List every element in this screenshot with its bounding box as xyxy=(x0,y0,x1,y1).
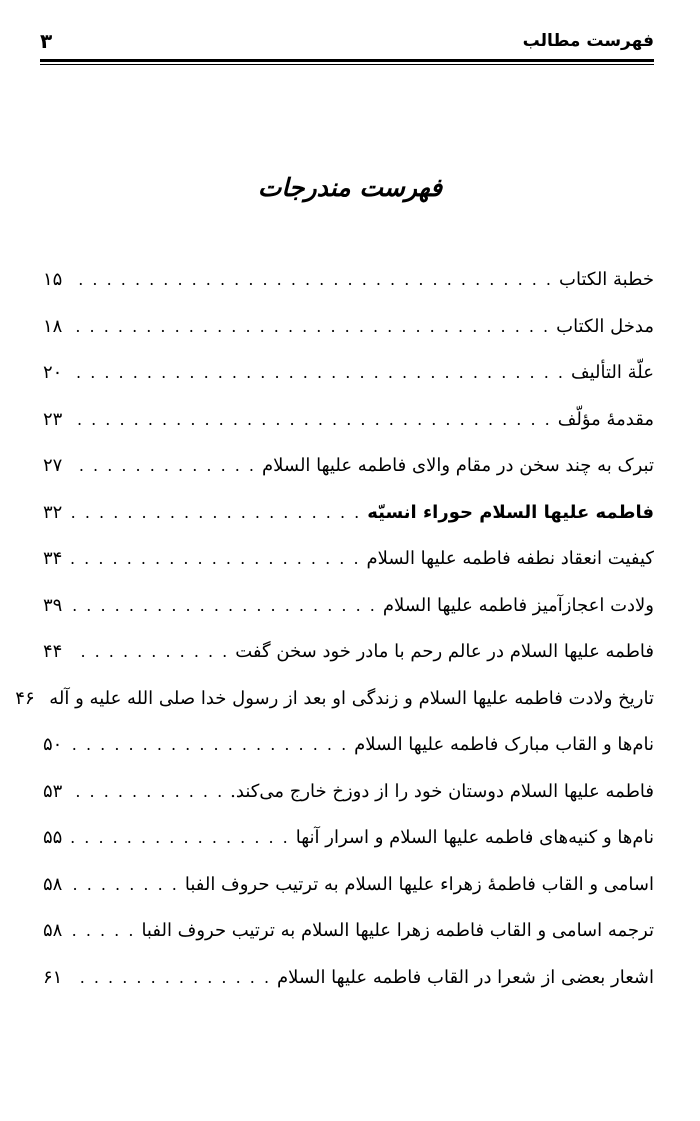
toc-leader-dots xyxy=(71,583,377,630)
toc-entry-page: ۶۱ xyxy=(43,966,63,988)
toc-entry-title: علّة التألیف xyxy=(570,362,654,383)
toc-entry-title: نام‌ها و القاب مبارک فاطمه علیها السلام xyxy=(354,734,654,755)
toc-leader-dots xyxy=(71,350,565,397)
toc-entry-title: ولادت اعجازآمیز فاطمه علیها السلام xyxy=(382,594,654,616)
toc-entry xyxy=(43,443,654,490)
toc-entry-page: ۵۳ xyxy=(43,780,63,802)
toc-title: فهرست مندرجات xyxy=(257,173,443,202)
toc-entry xyxy=(43,583,654,630)
toc-leader-dots xyxy=(71,769,224,816)
toc-leader-dots xyxy=(71,257,553,304)
toc-entry xyxy=(43,257,654,304)
toc-entry-page: ۵۵ xyxy=(43,827,63,848)
header-rule-thin xyxy=(40,64,654,65)
toc-leader-dots xyxy=(71,397,552,444)
toc-leader-dots xyxy=(71,908,135,955)
toc-leader-dots xyxy=(71,490,361,537)
toc-entry-title: خطبة الکتاب xyxy=(559,269,654,290)
header-rule-thick xyxy=(40,59,654,62)
toc-leader-dots xyxy=(71,629,229,676)
toc-entry-title: فاطمه علیها السلام حوراء انسیّه xyxy=(367,501,654,523)
toc-entry-title: مدخل الکتاب xyxy=(556,315,654,337)
toc-entry-page: ۳۲ xyxy=(43,501,63,523)
toc-entry-page: ۲۰ xyxy=(43,362,63,383)
toc-leader-dots xyxy=(71,722,348,769)
toc-entry-page: ۵۰ xyxy=(43,734,63,755)
toc-entry-page: ۱۵ xyxy=(43,269,63,290)
toc-list xyxy=(15,257,654,1001)
toc-entry-title: مقدمهٔ مؤلّف xyxy=(557,408,654,430)
toc-entry xyxy=(43,769,654,816)
toc-entry xyxy=(43,908,654,955)
toc-entry xyxy=(43,722,654,769)
toc-entry-title: اشعار بعضی از شعرا در القاب فاطمه علیها السلام xyxy=(277,966,654,988)
toc-entry-page: ۳۴ xyxy=(43,548,63,569)
toc-entry xyxy=(43,862,654,909)
running-header-page-number: ۳ xyxy=(40,29,53,53)
toc-entry-page: ۲۳ xyxy=(43,408,63,430)
toc-entry-page: ۳۹ xyxy=(43,594,63,616)
page-header xyxy=(40,28,654,54)
running-header-title: فهرست مطالب xyxy=(522,31,654,51)
toc-entry xyxy=(43,955,654,1002)
toc-entry-title: نام‌ها و کنیه‌های فاطمه علیها السلام و اسرار آنها xyxy=(295,827,654,848)
toc-entry xyxy=(43,536,654,583)
toc-entry-page: ۵۸ xyxy=(43,873,63,895)
toc-leader-dots xyxy=(71,955,271,1002)
toc-entry xyxy=(15,676,654,723)
toc-entry-title: اسامی و القاب فاطمهٔ زهراء علیها السلام به ترتیب حروف الفبا xyxy=(184,873,654,895)
toc-entry-title: تبرک به چند سخن در مقام والای فاطمه علیها السلام xyxy=(262,455,654,476)
toc-leader-dots xyxy=(71,443,256,490)
toc-entry xyxy=(43,304,654,351)
toc-entry xyxy=(43,350,654,397)
toc-entry-title: تاریخ ولادت فاطمه علیها السلام و زندگی او بعد از رسول خدا صلی الله علیه و آله xyxy=(49,687,654,709)
toc-entry-title: کیفیت انعقاد نطفه فاطمه علیها السلام xyxy=(366,548,654,569)
toc-leader-dots xyxy=(71,536,361,583)
toc-entry-title: ترجمه اسامی و القاب فاطمه زهرا علیها السلام به ترتیب حروف الفبا xyxy=(141,920,654,941)
toc-entry xyxy=(43,815,654,862)
toc-entry-page: ۱۸ xyxy=(43,315,63,337)
toc-entry-title: فاطمه علیها السلام دوستان خود را از دوزخ خارج می‌کند. xyxy=(230,780,654,802)
toc-leader-dots xyxy=(71,815,290,862)
toc-leader-dots xyxy=(71,304,550,351)
toc-entry xyxy=(43,397,654,444)
toc-entry-page: ۲۷ xyxy=(43,455,63,476)
toc-entry xyxy=(43,629,654,676)
toc-entry-title: فاطمه علیها السلام در عالم رحم با مادر خود سخن گفت xyxy=(235,641,654,662)
toc-entry-bold xyxy=(43,490,654,537)
toc-leader-dots xyxy=(71,862,179,909)
toc-entry-page: ۴۴ xyxy=(43,641,63,662)
toc-entry-page: ۵۸ xyxy=(43,920,63,941)
toc-entry-page: ۴۶ xyxy=(15,687,35,709)
